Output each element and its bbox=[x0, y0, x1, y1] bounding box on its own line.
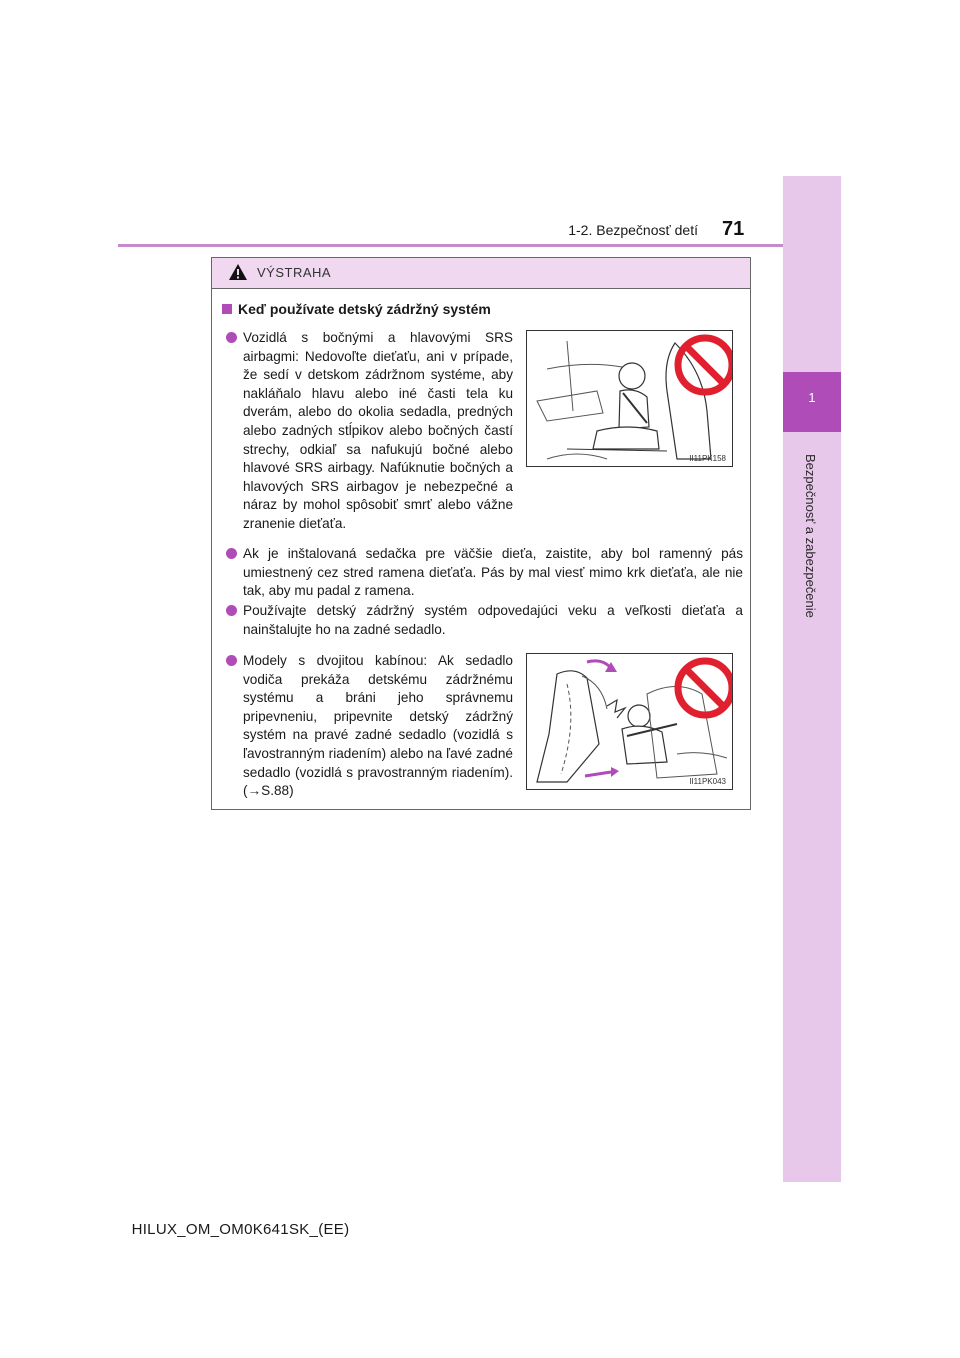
warning-bullet: Ak je inštalovaná sedačka pre väčšie dieťa, zaistite, aby bol ramenný pás umiestnený cez stred ramena dieťaťa. Pás by mal viesť mimo krk dieťaťa, ale nie tak, aby mu padal z ramena. bbox=[243, 545, 743, 601]
warning-bullet: Modely s dvojitou kabínou: Ak sedadlo vodiča prekáža detskému zádržnému systému a bráni jeho správnemu pripevneniu, pripevnite detský zádržný systém na pravé zadné sedadlo (vozidlá s ľavostranným riadením) alebo na ľavé zadné sedadlo (vozidlá s pravostranným riadením). (→S.88) bbox=[243, 652, 513, 801]
warning-header bbox=[212, 258, 750, 289]
bullet-dot-icon bbox=[226, 605, 237, 616]
page-number: 71 bbox=[722, 218, 745, 240]
chapter-number: 1 bbox=[808, 390, 816, 405]
illustration-driver-seat-interference bbox=[526, 653, 733, 790]
warning-bullet: Používajte detský zádržný systém odpovedajúci veku a veľkosti dieťaťa a nainštalujte ho na zadné sedadlo. bbox=[243, 602, 743, 639]
document-id: HILUX_OM_OM0K641SK_(EE) bbox=[131, 1221, 350, 1238]
chapter-title: Bezpečnosť a zabezpečenie bbox=[803, 454, 818, 618]
figure-code: II11PK158 bbox=[689, 454, 726, 463]
header-divider bbox=[118, 244, 783, 247]
illustration-child-leaning-on-door bbox=[526, 330, 733, 467]
warning-subheading: Keď používate detský zádržný systém bbox=[222, 301, 491, 317]
warning-title: VÝSTRAHA bbox=[257, 265, 332, 280]
section-title: 1-2. Bezpečnosť detí bbox=[568, 222, 698, 238]
square-bullet-icon bbox=[222, 304, 232, 314]
warning-triangle-icon bbox=[228, 263, 248, 281]
bullet-dot-icon bbox=[226, 655, 237, 666]
warning-box bbox=[211, 257, 751, 810]
bullet-dot-icon bbox=[226, 548, 237, 559]
rear-child-seat-illustration bbox=[527, 654, 732, 789]
child-seat-illustration bbox=[527, 331, 732, 466]
figure-code: II11PK043 bbox=[689, 777, 726, 786]
warning-bullet: Vozidlá s bočnými a hlavovými SRS airbagmi: Nedovoľte dieťaťu, ani v prípade, že sedí v detskom zádržnom systéme, aby nakláňalo hlavu alebo iné časti tela ku dverám, alebo do okolia sedadla, predných alebo zadných stĺpikov alebo bočných častí strechy, odkiaľ sa nafukujú bočné alebo hlavové SRS airbagy. Nafúknutie bočných a hlavových SRS airbagov je nebezpečné a náraz by mohol spôsobiť smrť alebo vážne zranenie dieťaťa. bbox=[243, 329, 513, 534]
bullet-dot-icon bbox=[226, 332, 237, 343]
chapter-side-tab bbox=[783, 176, 841, 1182]
